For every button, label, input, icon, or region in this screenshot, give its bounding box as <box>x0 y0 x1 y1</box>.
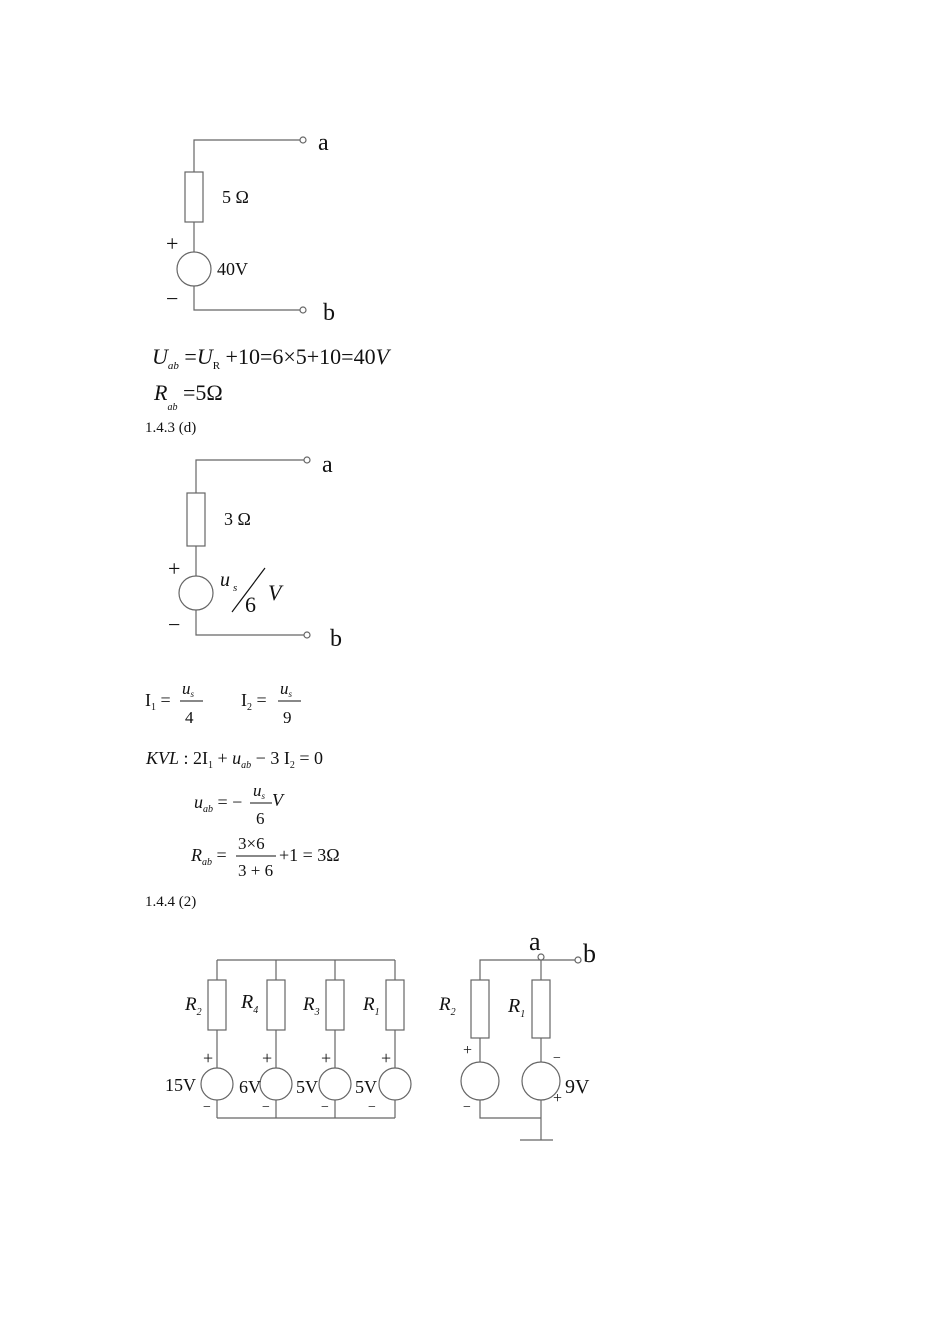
voltage-source-us6 <box>179 576 213 610</box>
source-label: 15V <box>165 1075 196 1095</box>
svg-text:R1: $R_1$ <box>363 994 380 1018</box>
plus-sign: + <box>166 231 179 256</box>
source-label: 6V <box>239 1077 261 1097</box>
circuit-4 <box>438 927 596 1140</box>
rab-result: $R_{ab}$ = <box>191 845 227 868</box>
svg-text:+: + <box>262 1048 273 1068</box>
circuit-1 <box>166 130 335 326</box>
resistor-r1 <box>386 980 404 1030</box>
svg-text:+: + <box>553 1090 563 1107</box>
i1-label: $I_1$ = <box>145 690 171 713</box>
resistor-r2 <box>208 980 226 1030</box>
source-label: 5V <box>355 1077 377 1097</box>
circuit-2 <box>168 452 342 652</box>
source-label: 5V <box>296 1077 318 1097</box>
node-b-label: b <box>323 300 335 326</box>
source-unit: V <box>268 580 282 605</box>
source-5v-a <box>319 1068 351 1100</box>
svg-text:R2: $R_2$ <box>185 994 202 1018</box>
svg-text:−: − <box>463 1100 471 1115</box>
node-b-label: b <box>583 939 596 968</box>
uab-result: $u_{ab}$ = − <box>194 792 243 815</box>
kvl-equation: KVL : $2I_1 + u_{ab} - 3$ $I_2 = 0$ <box>146 748 323 771</box>
plus-sign: + <box>168 556 181 581</box>
svg-text:R3: $R_3$ <box>303 994 320 1018</box>
source-label: 40V <box>217 259 248 279</box>
circuit-3-parallel-network <box>165 960 411 1118</box>
minus-sign: − <box>166 286 179 311</box>
source-left <box>461 1062 499 1100</box>
svg-text:3×6: 3×6 <box>238 834 265 853</box>
source-denominator: 6 <box>245 592 256 617</box>
svg-text:9: 9 <box>283 708 292 727</box>
equations-2 <box>145 679 340 880</box>
svg-text:−: − <box>321 1100 329 1115</box>
resistor-r2 <box>471 980 489 1038</box>
resistor-r3 <box>326 980 344 1030</box>
node-a-label: a <box>529 927 541 956</box>
node-a-label: a <box>322 452 333 478</box>
resistor-label: 3 Ω <box>224 509 251 529</box>
section-heading-1-4-3-d: 1.4.3 (d) <box>145 420 197 436</box>
source-5v-b <box>379 1068 411 1100</box>
svg-text:V: V <box>272 790 283 810</box>
terminal-a[interactable] <box>304 457 310 463</box>
svg-text:R2: $R_2$ <box>439 994 456 1018</box>
uab-equation: $U_{ab} =U_R +10=6\times 5+10=40V$ <box>152 344 390 372</box>
svg-text:−: − <box>553 1051 561 1066</box>
svg-text:4: 4 <box>185 708 194 727</box>
resistor-3-ohm <box>187 493 205 546</box>
svg-text:−: − <box>203 1100 211 1115</box>
source-6v <box>260 1068 292 1100</box>
svg-text:us: us <box>182 679 195 699</box>
resistor-label: 5 Ω <box>222 187 249 207</box>
terminal-b[interactable] <box>575 957 581 963</box>
source-15v <box>201 1068 233 1100</box>
svg-text:R1: $R_1$ <box>508 995 526 1020</box>
svg-text:us: us <box>253 781 266 801</box>
resistor-5-ohm <box>185 172 203 222</box>
source-numerator: u <box>220 569 230 591</box>
terminal-a[interactable] <box>300 137 306 143</box>
rab-equation: $R_{ab} =5\Omega$ <box>154 380 223 413</box>
svg-text:−: − <box>262 1100 270 1115</box>
svg-text:+: + <box>321 1048 332 1068</box>
resistor-r4 <box>267 980 285 1030</box>
node-a-label: a <box>318 130 329 156</box>
node-b-label: b <box>330 626 342 652</box>
terminal-b[interactable] <box>304 632 310 638</box>
terminal-b[interactable] <box>300 307 306 313</box>
equations-1 <box>152 344 392 413</box>
svg-text:+: + <box>381 1048 392 1068</box>
svg-text:−: − <box>368 1100 376 1115</box>
source-label: 9V <box>565 1076 590 1098</box>
section-heading-1-4-4-2: 1.4.4 (2) <box>145 894 197 910</box>
svg-text:6: 6 <box>256 809 265 828</box>
svg-text:+: + <box>463 1042 473 1059</box>
resistor-r1 <box>532 980 550 1038</box>
source-subscript: s <box>233 582 238 594</box>
voltage-source-40v <box>177 252 211 286</box>
i2-label: $I_2$ = <box>241 690 267 713</box>
svg-text:us: us <box>280 679 293 699</box>
svg-text:3 + 6: 3 + 6 <box>238 861 274 880</box>
svg-text:+1 = 3Ω: +1 = 3Ω <box>279 845 340 865</box>
minus-sign: − <box>168 612 181 637</box>
svg-text:+: + <box>203 1048 214 1068</box>
svg-text:R4: $R_4$ <box>241 991 259 1016</box>
